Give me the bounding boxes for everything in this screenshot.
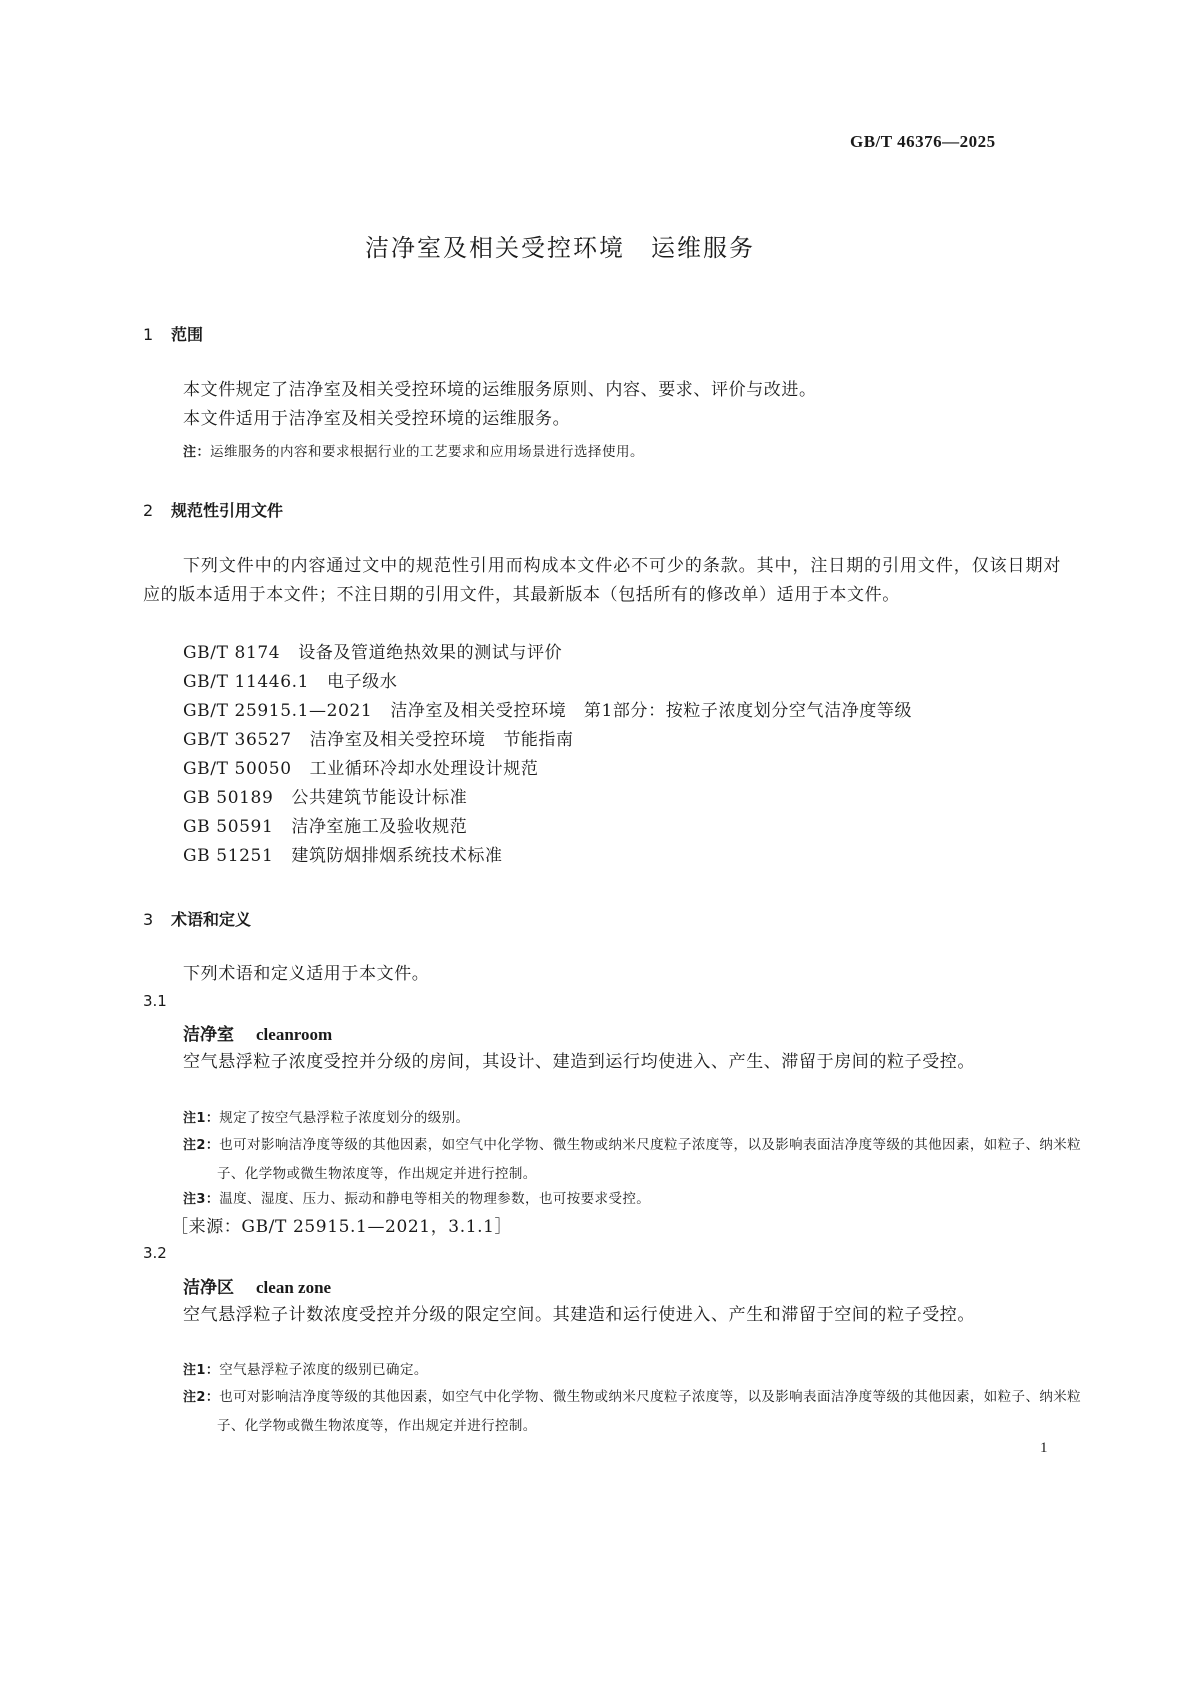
term-heading [183, 1273, 331, 1298]
term-number: 3.1 [143, 992, 167, 1010]
page-number: 1 [1040, 1440, 1048, 1456]
section-number: 2 [143, 501, 154, 520]
reference-title: 洁净室施工及验收规范 [291, 817, 468, 837]
reference-item [183, 813, 467, 842]
section-2-heading [143, 498, 283, 521]
term-note [183, 1356, 1095, 1385]
reference-title: 建筑防烟排烟系统技术标准 [291, 846, 503, 866]
reference-title: 设备及管道绝热效果的测试与评价 [298, 643, 563, 663]
scope-note [183, 440, 644, 465]
term-note [183, 1185, 1095, 1214]
note-text: 温度、湿度、压力、振动和静电等相关的物理参数，也可按要求受控。 [219, 1191, 651, 1207]
reference-item [183, 697, 912, 726]
note-label: 注1： [183, 1111, 220, 1126]
note-label: 注3： [183, 1192, 220, 1207]
reference-code: GB 51251 [183, 846, 274, 866]
term-definition: 空气悬浮粒子计数浓度受控并分级的限定空间。其建造和运行使进入、产生和滞留于空间的粒子受控。 [183, 1305, 975, 1325]
section-1-heading [143, 322, 203, 345]
section-title: 范围 [171, 325, 204, 344]
reference-item [183, 842, 503, 871]
note-label: 注2： [183, 1390, 220, 1405]
term-note [183, 1104, 1095, 1133]
reference-item [183, 726, 574, 755]
reference-title: 工业循环冷却水处理设计规范 [309, 759, 539, 779]
term-definition: 空气悬浮粒子浓度受控并分级的房间，其设计、建造到运行均使进入、产生、滞留于房间的粒子受控。 [183, 1052, 975, 1072]
section-3-heading [143, 907, 251, 930]
term-english: clean zone [256, 1278, 332, 1297]
term-chinese: 洁净室 [183, 1025, 234, 1045]
section-number: 3 [143, 910, 154, 929]
section-title: 规范性引用文件 [171, 501, 284, 520]
reference-code: GB 50189 [183, 788, 274, 808]
scope-paragraph-1: 本文件规定了洁净室及相关受控环境的运维服务原则、内容、要求、评价与改进。 [183, 380, 817, 400]
reference-item [183, 755, 538, 784]
reference-title: 电子级水 [327, 672, 398, 692]
note-label: 注1： [183, 1363, 220, 1378]
note-text: 也可对影响洁净度等级的其他因素，如空气中化学物、微生物或纳米尺度粒子浓度等，以及影响表面洁净度等级的其他因素，如粒子、纳米粒子、化学物或微生物浓度等，作出规定并进行控制。 [217, 1137, 1082, 1182]
term-chinese: 洁净区 [183, 1278, 234, 1298]
term-note [183, 1383, 1095, 1441]
section-number: 1 [143, 325, 154, 344]
reference-title: 洁净室及相关受控环境 节能指南 [309, 730, 574, 750]
reference-title: 公共建筑节能设计标准 [291, 788, 468, 808]
note-text: 也可对影响洁净度等级的其他因素，如空气中化学物、微生物或纳米尺度粒子浓度等，以及影响表面洁净度等级的其他因素，如粒子、纳米粒子、化学物或微生物浓度等，作出规定并进行控制。 [217, 1389, 1082, 1434]
term-number: 3.2 [143, 1244, 167, 1262]
reference-code: GB/T 36527 [183, 730, 292, 750]
reference-code: GB/T 25915.1—2021 [183, 701, 373, 721]
standard-number: GB/T 46376—2025 [850, 132, 996, 151]
note-text: 运维服务的内容和要求根据行业的工艺要求和应用场景进行选择使用。 [210, 444, 645, 460]
note-text: 空气悬浮粒子浓度的级别已确定。 [219, 1362, 428, 1378]
reference-code: GB 50591 [183, 817, 274, 837]
reference-code: GB/T 8174 [183, 643, 281, 663]
reference-item [183, 784, 467, 813]
term-note [183, 1131, 1095, 1189]
section-title: 术语和定义 [171, 910, 252, 929]
term-english: cleanroom [256, 1025, 333, 1044]
reference-code: GB/T 11446.1 [183, 672, 310, 692]
scope-paragraph-2: 本文件适用于洁净室及相关受控环境的运维服务。 [183, 409, 571, 429]
term-source: ［来源：GB/T 25915.1—2021，3.1.1］ [171, 1217, 513, 1237]
term-heading [183, 1020, 332, 1045]
document-title: 洁净室及相关受控环境 运维服务 [365, 234, 755, 262]
reference-code: GB/T 50050 [183, 759, 292, 779]
reference-item [183, 639, 562, 668]
reference-title: 洁净室及相关受控环境 第1部分：按粒子浓度划分空气洁净度等级 [390, 701, 913, 721]
note-label: 注： [183, 445, 211, 460]
reference-item [183, 668, 397, 697]
note-label: 注2： [183, 1138, 220, 1153]
terms-intro: 下列术语和定义适用于本文件。 [183, 964, 430, 984]
references-intro: 下列文件中的内容通过文中的规范性引用而构成本文件必不可少的条款。其中，注日期的引用文件，仅该日期对应的版本适用于本文件；不注日期的引用文件，其最新版本（包括所有的修改单）适用于本文件。 [143, 556, 1061, 605]
note-text: 规定了按空气悬浮粒子浓度划分的级别。 [219, 1110, 470, 1126]
